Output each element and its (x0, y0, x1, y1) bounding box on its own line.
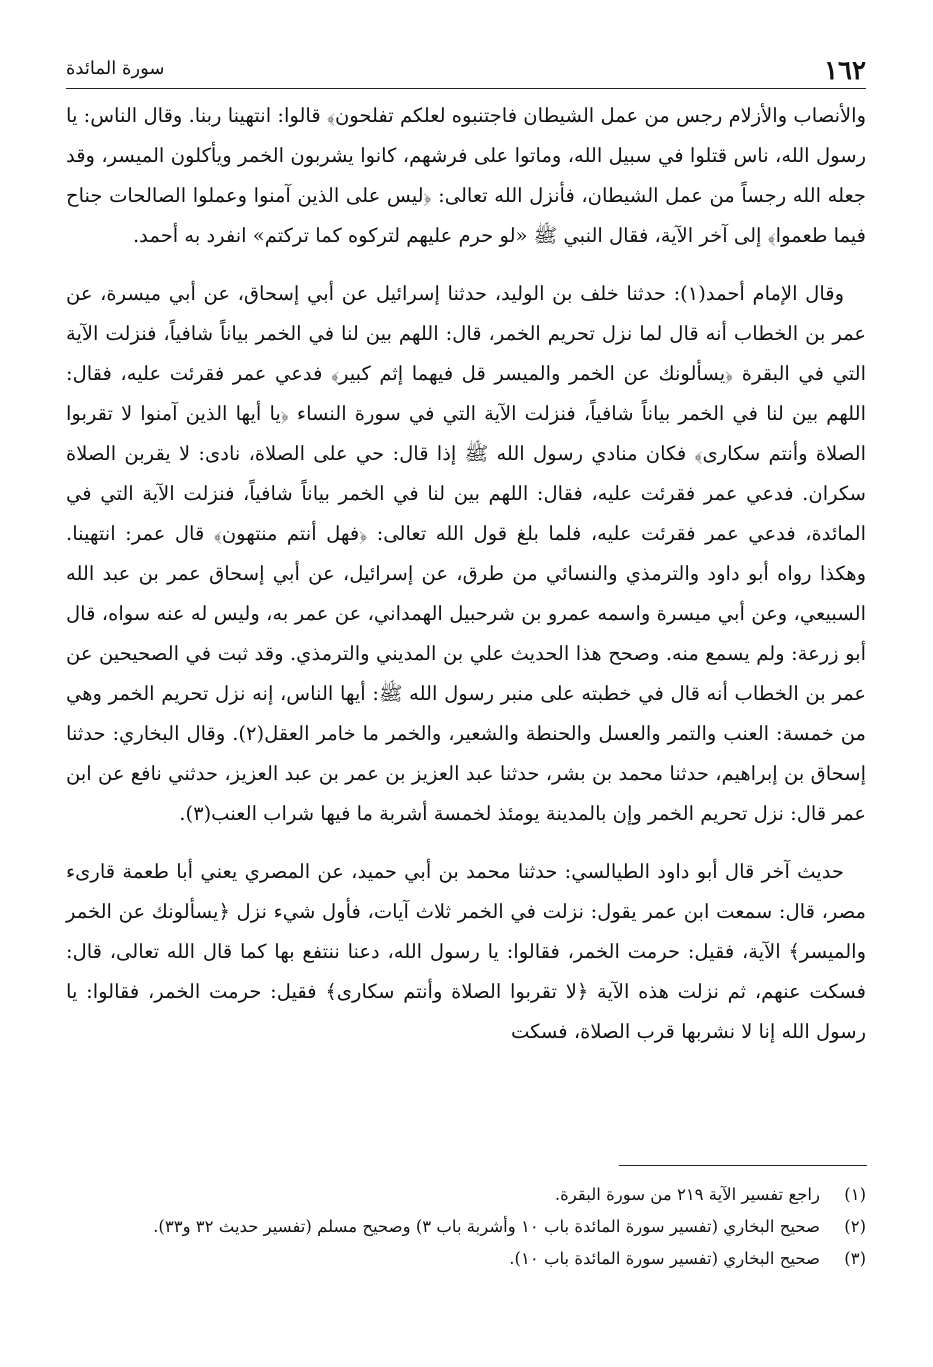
paragraph-3: حديث آخر قال أبو داود الطيالسي: حدثنا محمد بن أبي حميد، عن المصري يعني أبا طعمة قارىء مصر، قال: سمعت ابن عمر يقول: نزلت في الخمر ثلاث آيات، فأول شيء نزل ﴿يسألونك عن الخمر والميسر﴾ الآية، فقيل: حرمت الخمر، فقالوا: يا رسول الله، دعنا ننتفع بها كما قال الله تعالى، قال: فسكت عنهم، ثم نزلت هذه الآية ﴿لا تقربوا الصلاة وأنتم سكارى﴾ فقيل: حرمت الخمر، فقالوا: يا رسول الله إنا لا نشربها قرب الصلاة، فسكت (66, 860, 866, 1043)
footnote-separator (619, 1165, 867, 1166)
footnote-text: صحيح البخاري (تفسير سورة المائدة باب ١٠ وأشربة باب ٣) وصحيح مسلم (تفسير حديث ٣٢ و٣٣). (153, 1217, 820, 1236)
running-title: سورة المائدة (66, 58, 165, 79)
footnote-text: راجع تفسير الآية ٢١٩ من سورة البقرة. (554, 1185, 820, 1204)
footnote-text: صحيح البخاري (تفسير سورة المائدة باب ١٠). (509, 1249, 820, 1268)
main-text (66, 96, 866, 1070)
paragraph-2: وقال الإمام أحمد(١): حدثنا خلف بن الوليد، حدثنا إسرائيل عن أبي إسحاق، عن أبي ميسرة، عن عمر بن الخطاب أنه قال لما نزل تحريم الخمر، قال: اللهم بين لنا في الخمر بياناً شافياً، فنزلت الآية التي في البقرة ﴿يسألونك عن الخمر والميسر قل فيهما إثم كبير﴾ فدعي عمر فقرئت عليه، فقال: اللهم بين لنا في الخمر بياناً شافياً، فنزلت الآية التي في سورة النساء ﴿يا أيها الذين آمنوا لا تقربوا الصلاة وأنتم سكارى﴾ فكان منادي رسول الله ﷺ إذا قال: حي على الصلاة، نادى: لا يقربن الصلاة سكران. فدعي عمر فقرئت عليه، فقال: اللهم بين لنا في الخمر بياناً شافياً، فنزلت الآية التي في المائدة، فدعي عمر فقرئت عليه، فلما بلغ قول الله تعالى: ﴿فهل أنتم منتهون﴾ قال عمر: انتهينا. وهكذا رواه أبو داود والترمذي والنسائي من طرق، عن إسرائيل، عن أبي إسحاق عمر بن عبد الله السبيعي، وعن أبي ميسرة واسمه عمرو بن شرحبيل الهمداني، عن عمر به، وليس له عنه سواه، قال أبو زرعة: ولم يسمع منه. وصحح هذا الحديث علي بن المديني والترمذي. وقد ثبت في الصحيحين عن عمر بن الخطاب أنه قال في خطبته على منبر رسول الله ﷺ: أيها الناس، إنه نزل تحريم الخمر وهي من خمسة: العنب والتمر والعسل والحنطة والشعير، والخمر ما خامر العقل(٢). وقال البخاري: حدثنا إسحاق بن إبراهيم، حدثنا محمد بن بشر، حدثنا عبد العزيز بن عمر بن عبد العزيز، حدثني نافع عن ابن عمر قال: نزل تحريم الخمر وإن بالمدينة يومئذ لخمسة أشربة ما فيها شراب العنب(٣). (66, 282, 866, 825)
footnote-item (66, 1180, 866, 1210)
footnote-item (66, 1212, 866, 1242)
footnote-number: (١) (844, 1185, 866, 1204)
footnotes (66, 1180, 866, 1276)
page-header (66, 52, 866, 89)
paragraph-1: والأنصاب والأزلام رجس من عمل الشيطان فاجتنبوه لعلكم تفلحون﴾ قالوا: انتهينا ربنا. وقال الناس: يا رسول الله، ناس قتلوا في سبيل الله، وماتوا على فرشهم، كانوا يشربون الخمر ويأكلون الميسر، وقد جعله الله رجساً من عمل الشيطان، فأنزل الله تعالى: ﴿ليس على الذين آمنوا وعملوا الصالحات جناح فيما طعموا﴾ إلى آخر الآية، فقال النبي ﷺ «لو حرم عليهم لتركوه كما تركتم» انفرد به أحمد. (66, 104, 866, 247)
footnote-number: (٢) (844, 1217, 866, 1236)
page-number: ١٦٢ (824, 56, 866, 86)
footnote-item (66, 1244, 866, 1274)
footnote-number: (٣) (844, 1249, 866, 1268)
